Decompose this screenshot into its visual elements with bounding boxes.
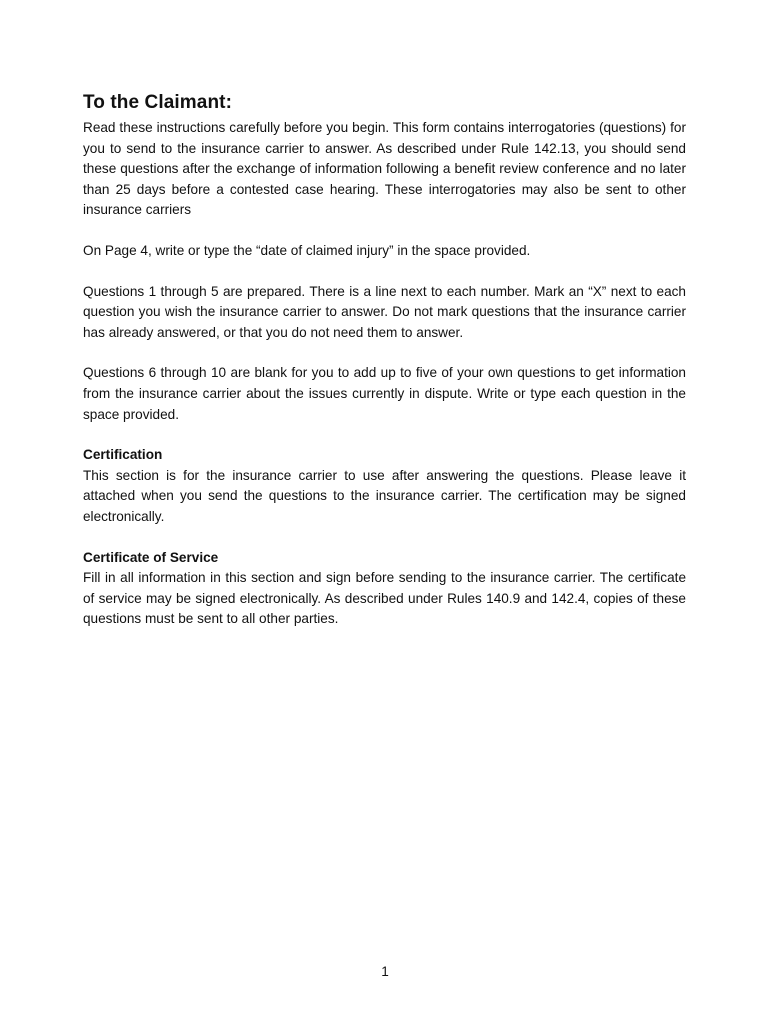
page-title: To the Claimant: <box>83 92 233 113</box>
certification-body: This section is for the insurance carrier to use after answering the questions. Please leave it attached when you send the questions to the insurance carrier. The certification may be signed electronically. <box>83 467 686 524</box>
certification-section <box>83 445 686 527</box>
questions-6-10-paragraph: Questions 6 through 10 are blank for you to add up to five of your own questions to get information from the insurance carrier about the issues currently in dispute. Write or type each question in the space provided. <box>83 365 686 422</box>
page4-paragraph: On Page 4, write or type the “date of claimed injury” in the space provided. <box>83 242 531 258</box>
intro-paragraph: Read these instructions carefully before you begin. This form contains interrogatories (questions) for you to send to the insurance carrier to answer. As described under Rule 142.13, you should send these questions after the exchange of information following a benefit review conference and no later than 25 days before a contested case hearing. These interrogatories may also be sent to other insurance carriers <box>83 120 686 218</box>
certification-heading: Certification <box>83 447 163 463</box>
certificate-of-service-heading: Certificate of Service <box>83 549 219 565</box>
certificate-of-service-body: Fill in all information in this section and sign before sending to the insurance carrier. The certificate of service may be signed electronically. As described under Rules 140.9 and 142.4, copies of these questions must be sent to all other parties. <box>83 570 686 627</box>
page-number: 1 <box>381 964 389 979</box>
document-page <box>83 92 686 650</box>
questions-1-5-paragraph: Questions 1 through 5 are prepared. There is a line next to each number. Mark an “X” next to each question you wish the insurance carrier to answer. Do not mark questions that the insurance carrier has already answered, or that you do not need them to answer. <box>83 283 686 340</box>
certificate-of-service-section <box>83 548 686 630</box>
